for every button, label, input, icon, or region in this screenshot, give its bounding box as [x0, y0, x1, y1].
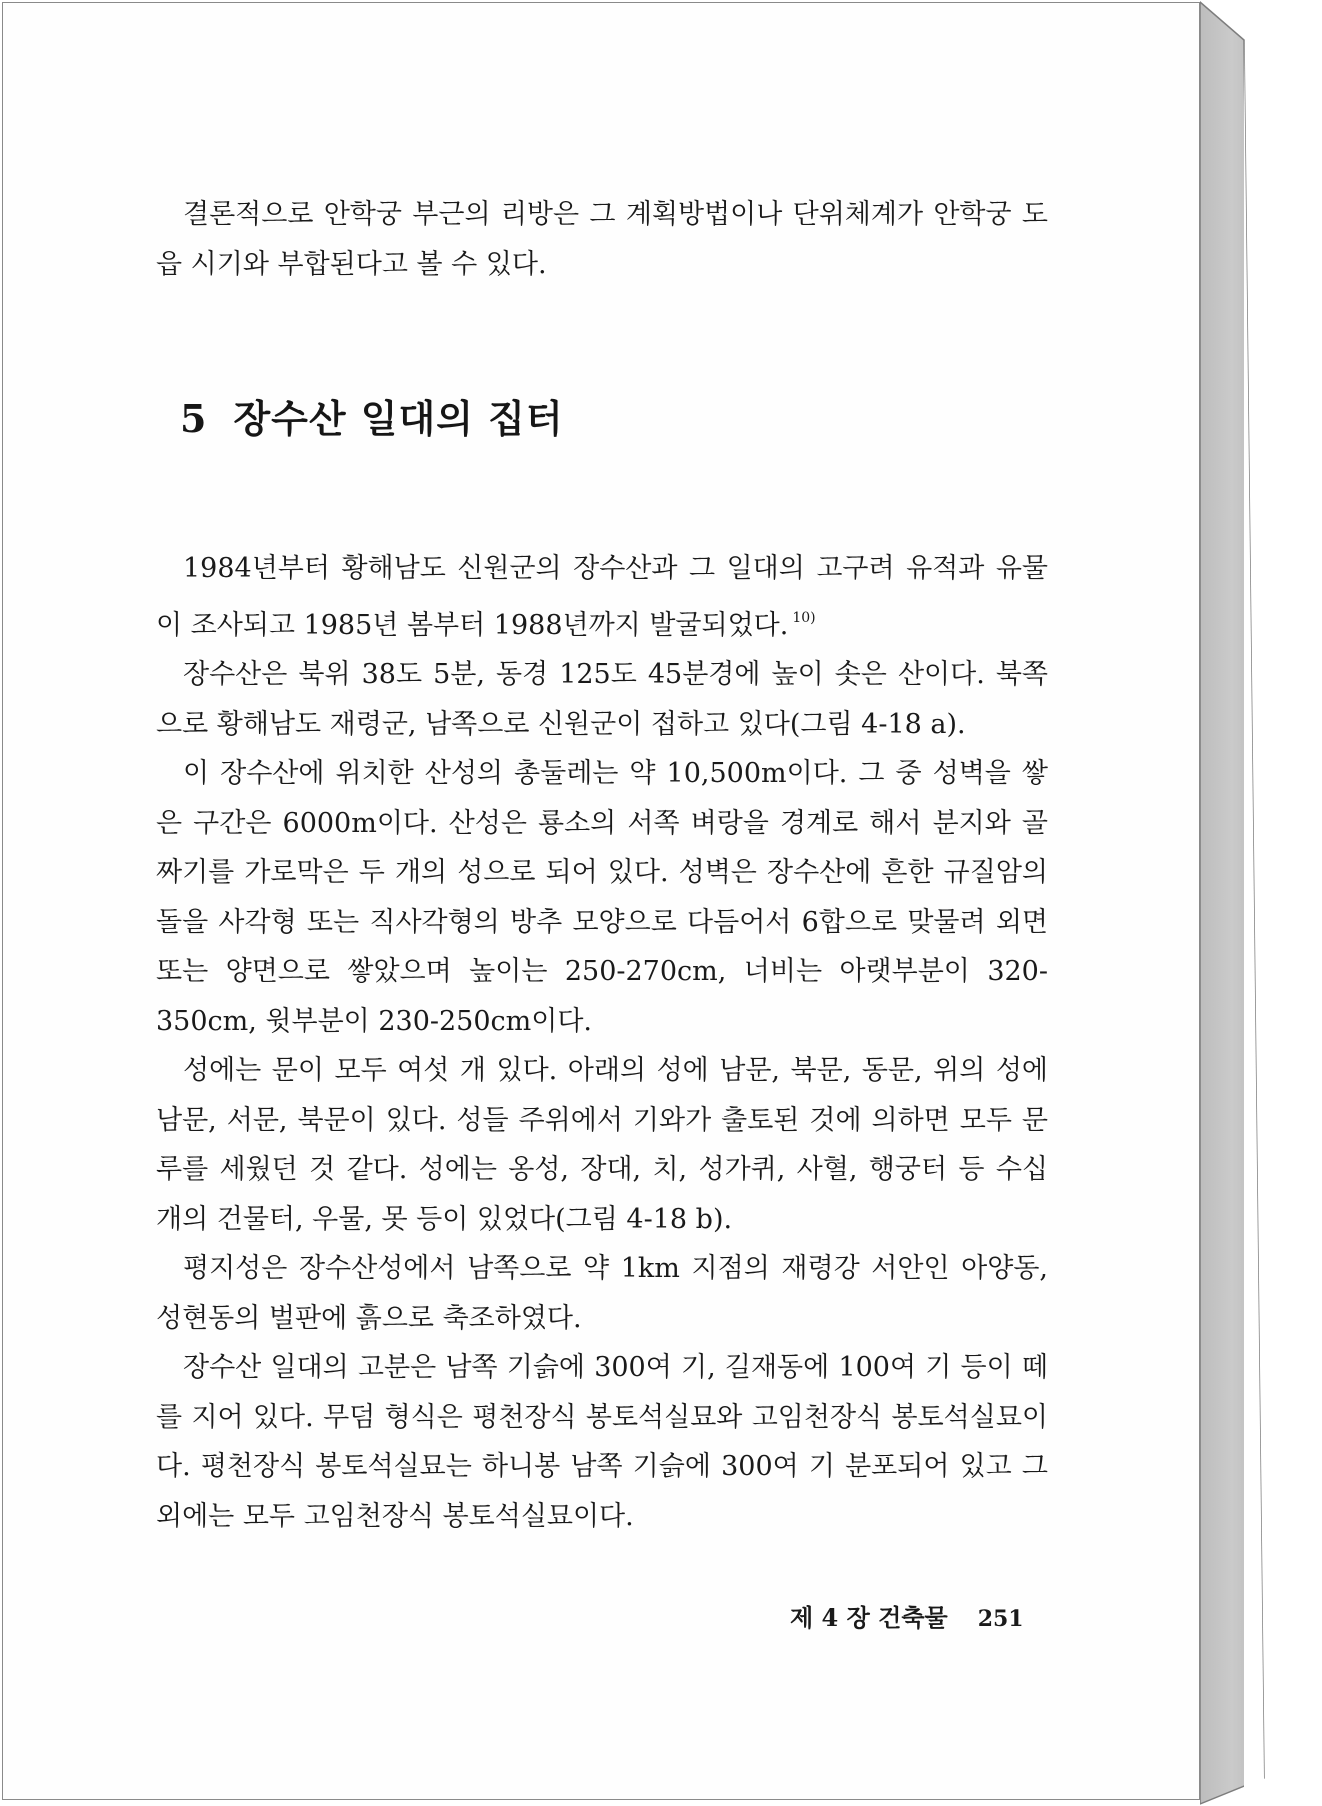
page-edge-gap	[1244, 40, 1264, 1806]
section-number: 5	[180, 396, 208, 441]
paragraph-flatland-fortress: 평지성은 장수산성에서 남쪽으로 약 1km 지점의 재령강 서안인 아양동, 성현동의 벌판에 흙으로 축조하였다.	[156, 1253, 1048, 1334]
section-body	[156, 544, 1048, 1541]
paragraph-excavation-text: 1984년부터 황해남도 신원군의 장수산과 그 일대의 고구려 유적과 유물이 조사되고 1985년 봄부터 1988년까지 발굴되었다.	[156, 553, 1048, 641]
section-title: 장수산 일대의 집터	[233, 396, 564, 441]
paragraph-tombs: 장수산 일대의 고분은 남쪽 기슭에 300여 기, 길재동에 100여 기 등이 떼를 지어 있다. 무덤 형식은 평천장식 봉토석실묘와 고임천장식 봉토석실묘이다. 평천장식 봉토석실묘는 하니봉 남쪽 기슭에 300여 기 분포되어 있고 그 외에는 모두 고임천장식 봉토석실묘이다.	[156, 1352, 1048, 1532]
page-stack-edge	[1200, 0, 1322, 1806]
paragraph-location: 장수산은 북위 38도 5분, 동경 125도 45분경에 높이 솟은 산이다. 북쪽으로 황해남도 재령군, 남쪽으로 신원군이 접하고 있다(그림 4-18 a).	[156, 659, 1048, 740]
paragraph-excavation	[156, 544, 1048, 650]
footnote-reference: 10)	[792, 609, 816, 626]
intro-paragraph: 결론적으로 안학궁 부근의 리방은 그 계획방법이나 단위체계가 안학궁 도읍 시기와 부합된다고 볼 수 있다.	[156, 199, 1048, 280]
paragraph-fortress-walls: 이 장수산에 위치한 산성의 총둘레는 약 10,500m이다. 그 중 성벽을 쌓은 구간은 6000m이다. 산성은 룡소의 서쪽 벼랑을 경계로 해서 분지와 골짜기를 가로막은 두 개의 성으로 되어 있다. 성벽은 장수산에 흔한 규질암의 돌을 사각형 또는 직사각형의 방추 모양으로 다듬어서 6합으로 맞물려 외면 또는 양면으로 쌓았으며 높이는 250-270cm, 너비는 아랫부분이 320-350cm, 윗부분이 230-250cm이다.	[156, 758, 1048, 1037]
page-number: 251	[977, 1606, 1024, 1632]
page-stack-edge-shape	[1200, 0, 1322, 1806]
paragraph-gates: 성에는 문이 모두 여섯 개 있다. 아래의 성에 남문, 북문, 동문, 위의 성에 남문, 서문, 북문이 있다. 성들 주위에서 기와가 출토된 것에 의하면 모두 문루를 세웠던 것 같다. 성에는 옹성, 장대, 치, 성가퀴, 사혈, 행궁터 등 수십 개의 건물터, 우물, 못 등이 있었다(그림 4-18 b).	[156, 1055, 1048, 1235]
intro-paragraph-block	[156, 190, 1048, 289]
running-footer-chapter: 제 4 장 건축물	[790, 1603, 948, 1632]
page-footer	[790, 1598, 1024, 1633]
section-heading	[180, 388, 564, 443]
